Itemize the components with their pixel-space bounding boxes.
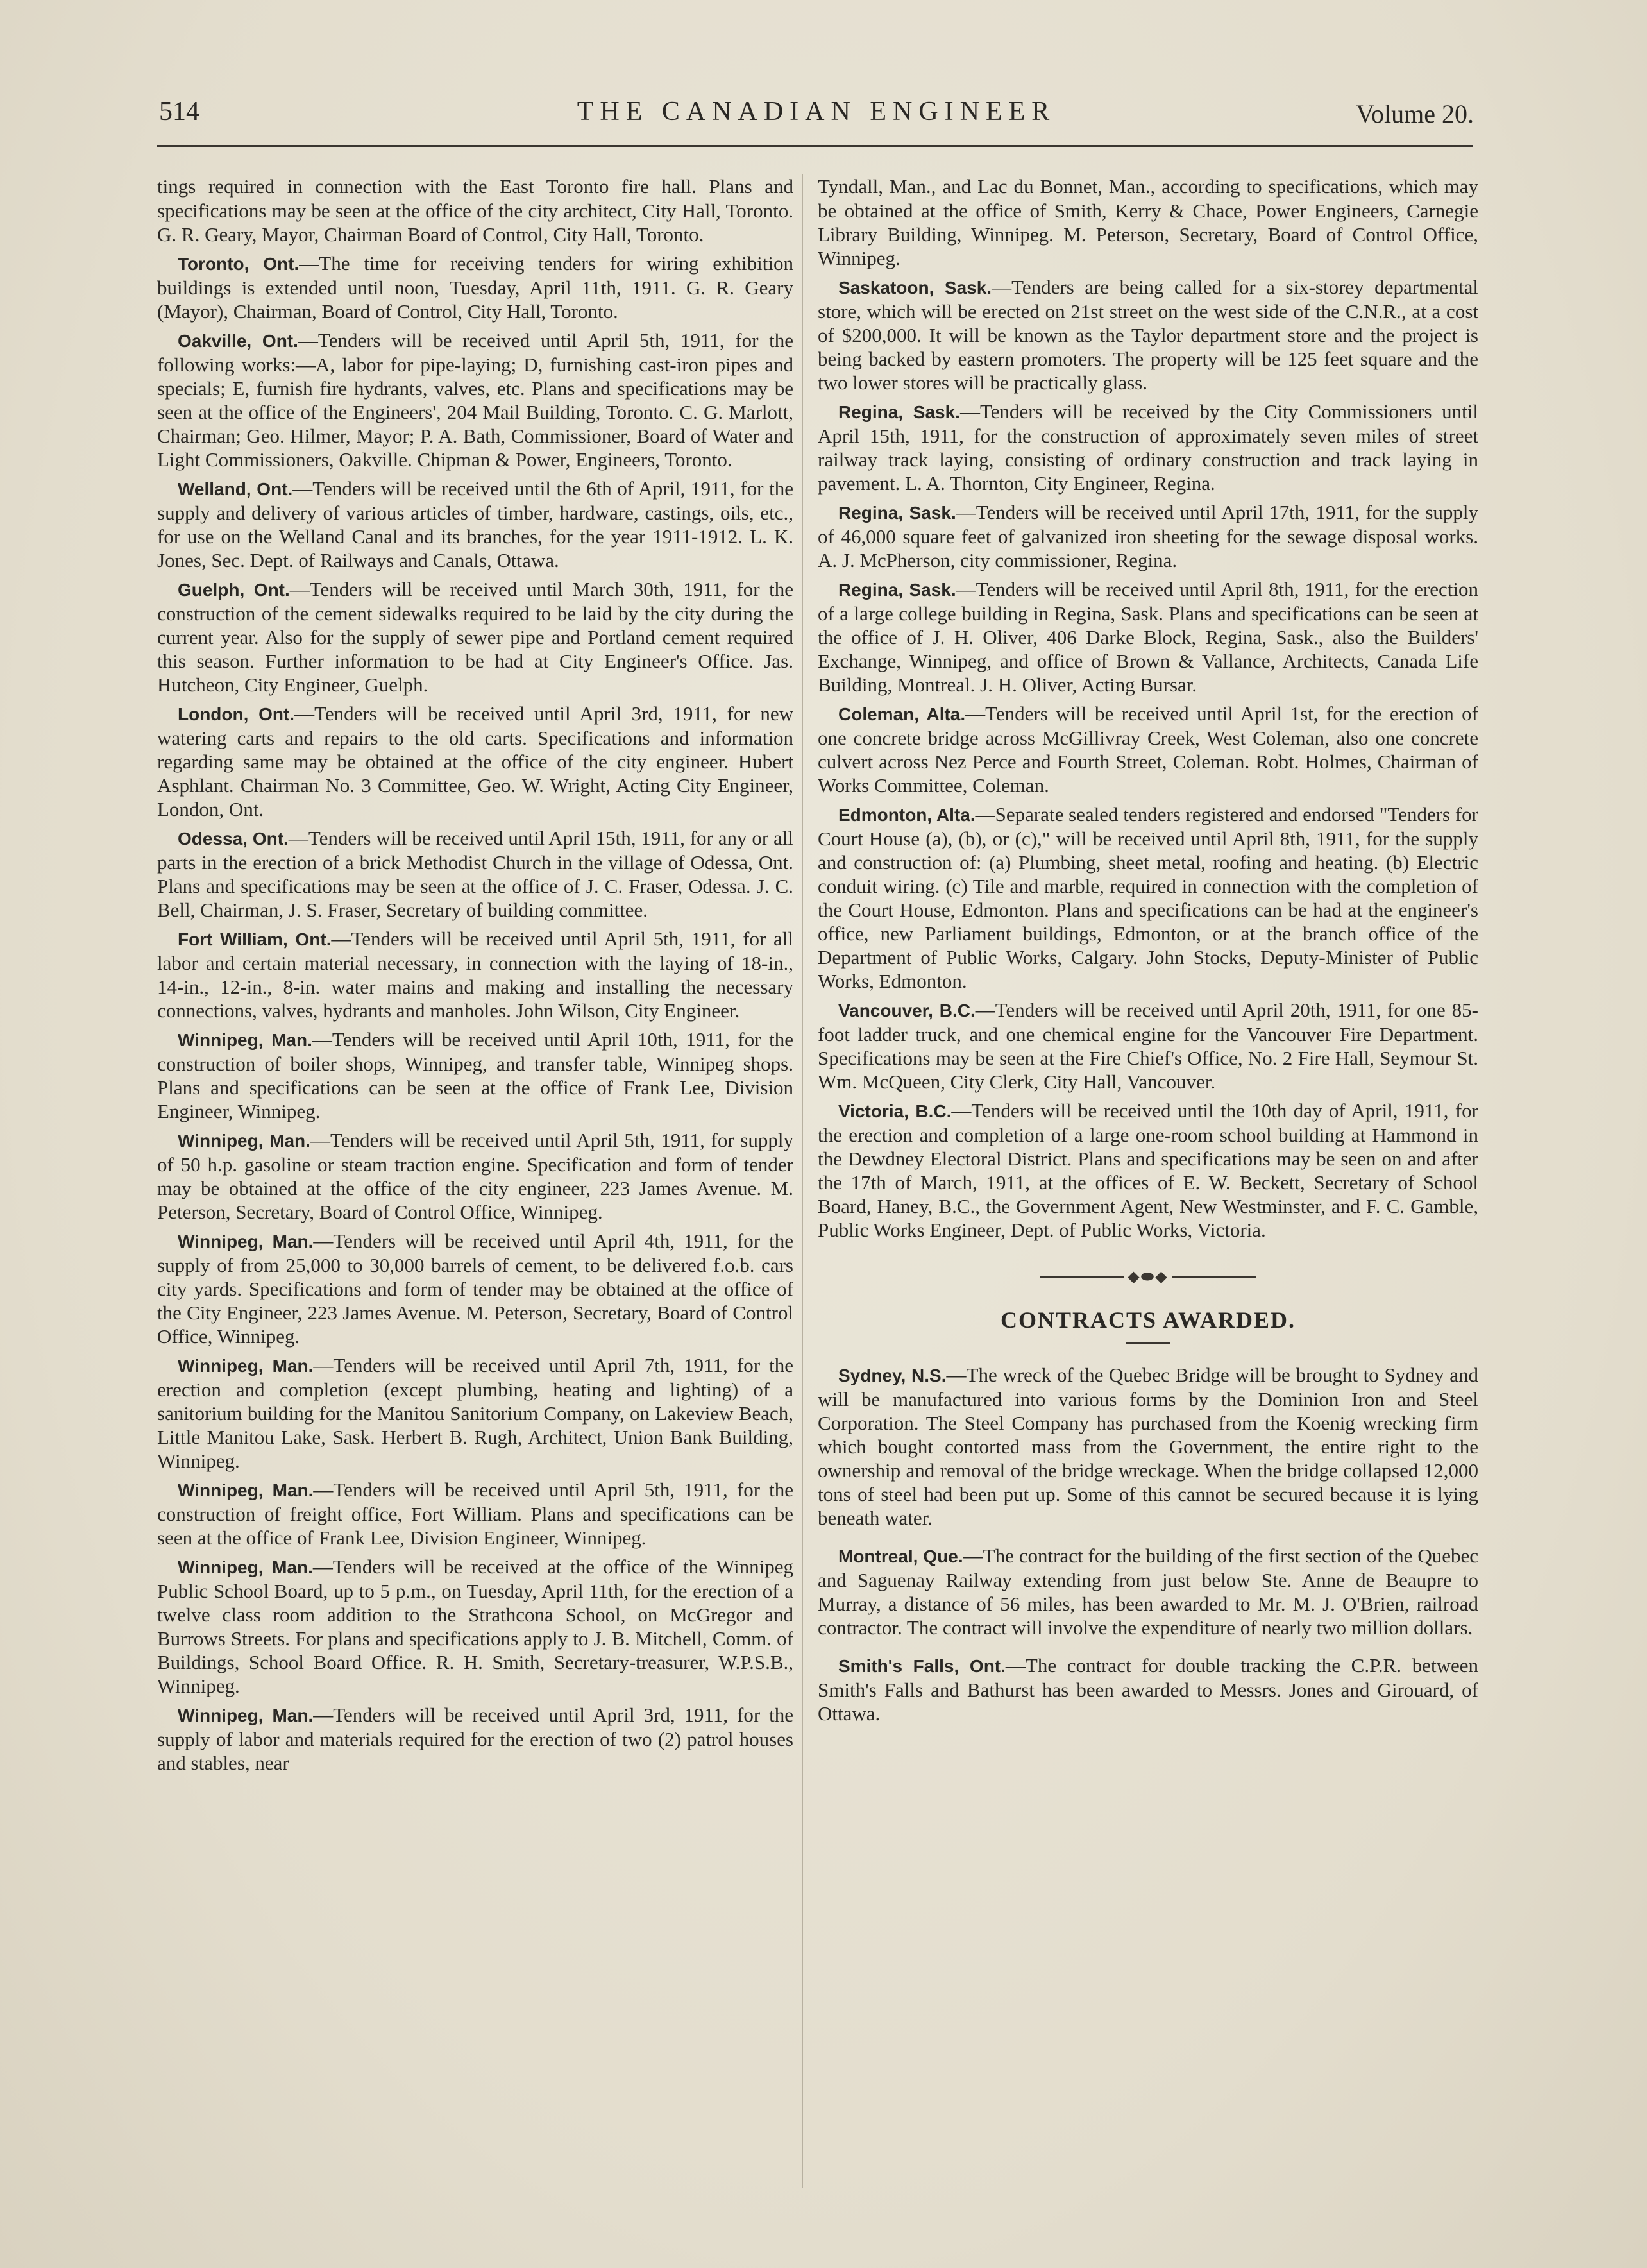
notice-paragraph — [157, 1703, 793, 1775]
contract-paragraph — [818, 1654, 1478, 1725]
contract-paragraph — [818, 1544, 1478, 1639]
notice-paragraph — [157, 477, 793, 572]
ornament-diamond-icon: ◆⬬◆ — [1128, 1268, 1169, 1285]
notice-place: Winnipeg, Man. — [178, 1030, 312, 1050]
notice-text: —Tenders will be received until April 5th, 1911, for the following works:—A, labor for pipe-laying; D, furnishing cast-iron pipes and specials; E, furnish fire hydrants, valves, etc. Plans and specifications may be seen at the office of the Engineers', 204 Mail Building, Toronto. C. G. Marlott, Chairman; Geo. Hilmer, Mayor; P. A. Bath, Commissioner, Board of Water and Light Commissioners, Oakville. Chipman & Power, Engineers, Toronto. — [157, 329, 793, 471]
notice-place: Saskatoon, Sask. — [838, 278, 992, 298]
notice-text: —Tenders will be received until April 3rd, 1911, for the supply of labor and materials required for the erection of two (2) patrol houses and stables, near — [157, 1704, 793, 1774]
contract-text: —The wreck of the Quebec Bridge will be brought to Sydney and will be manufactured into various forms by the Dominion Iron and Steel Corporation. The Steel Company has purchased from the Koenig wrecking firm which bought contorted mass from the Government, the entire right to the ownership and removal of the bridge wreckage. When the bridge collapsed 12,000 tons of steel had been put up. Some of this cannot be secured because it is lying beneath water. — [818, 1363, 1478, 1529]
notice-paragraph — [157, 1028, 793, 1123]
notice-paragraph — [157, 1229, 793, 1348]
notice-place: Winnipeg, Man. — [178, 1231, 314, 1251]
ornament-line — [1172, 1276, 1256, 1278]
notice-text: —Tenders will be received at the office of the Winnipeg Public School Board, up to 5 p.m., on Tuesday, April 11th, for the erection of a twelve class room addition to the Strathcona School, on McGregor and Burrows Streets. For plans and specifications apply to J. B. Mitchell, Comm. of Buildings, School Board Office. R. H. Smith, Secretary-treasurer, W.P.S.B., Winnipeg. — [157, 1555, 793, 1697]
notice-text: —Tenders will be received until April 7th, 1911, for the erection and completion (except plumbing, heating and lighting) of a sanitorium building for the Manitou Sanitorium Company, on Lakeview Beach, Little Manitou Lake, Sask. Herbert B. Rugh, Architect, Union Bank Building, Winnipeg. — [157, 1354, 793, 1472]
notice-place: London, Ont. — [178, 704, 295, 724]
notice-paragraph — [818, 998, 1478, 1094]
notice-place: Toronto, Ont. — [178, 254, 300, 274]
notice-paragraph — [818, 802, 1478, 993]
contract-place: Smith's Falls, Ont. — [838, 1655, 1006, 1676]
notice-paragraph — [157, 174, 793, 246]
notice-place: Winnipeg, Man. — [178, 1557, 313, 1577]
contract-paragraph — [818, 1363, 1478, 1530]
section-title: CONTRACTS AWARDED. — [1000, 1307, 1296, 1333]
ornament-line — [1040, 1276, 1124, 1278]
notice-place: Vancouver, B.C. — [838, 1001, 976, 1020]
notice-place: Coleman, Alta. — [838, 704, 966, 724]
column-divider — [802, 174, 803, 2188]
notice-place: Regina, Sask. — [838, 503, 956, 523]
contract-text: —The contract for the building of the first section of the Quebec and Saguenay Railway extending from just below Ste. Anne de Beaupre to Murray, a distance of 56 miles, has been awarded to Mr. M. J. O'Brien, railroad contractor. The contract will involve the expenditure of nearly two million dollars. — [818, 1544, 1478, 1639]
notice-text: —Tenders are being called for a six-storey departmental store, which will be erected on 21st street on the west side of the C.N.R., at a cost of $200,000. It will be known as the Taylor department store and the project is being backed by eastern promoters. The property will be 125 feet square and the two lower stores will be practically glass. — [818, 276, 1478, 394]
notice-paragraph — [157, 1128, 793, 1224]
volume-label: Volume 20. — [1356, 99, 1474, 128]
notice-place: Winnipeg, Man. — [178, 1131, 310, 1151]
notice-place: Winnipeg, Man. — [178, 1480, 314, 1500]
notice-text: —Tenders will be received until April 15th, 1911, for any or all parts in the erection of a brick Methodist Church in the village of Odessa, Ont. Plans and specifications may be seen at the office of J. C. Fraser, Odessa. J. C. Bell, Chairman, J. S. Fraser, Secretary of building committee. — [157, 827, 793, 921]
notice-text: Tyndall, Man., and Lac du Bonnet, Man., according to specifications, which may be obtained at the office of Smith, Kerry & Chace, Power Engineers, Carnegie Library Building, Winnipeg. M. Peterson, Secretary, Board of Control Office, Winnipeg. — [818, 175, 1478, 269]
notice-paragraph — [157, 251, 793, 323]
page-header — [159, 96, 1474, 141]
notice-paragraph — [157, 328, 793, 471]
notice-paragraph — [818, 275, 1478, 394]
notice-text: —Tenders will be received by the City Commissioners until April 15th, 1911, for the construction of approximately seven miles of street railway track laying, consisting of ordinary construction and track laying in pavement. L. A. Thornton, City Engineer, Regina. — [818, 400, 1478, 495]
notice-text: —Tenders will be received until the 6th of April, 1911, for the supply and delivery of various articles of timber, hardware, castings, oils, etc., for use on the Welland Canal and its branches, for the year 1911-1912. L. K. Jones, Sec. Dept. of Railways and Canals, Ottawa. — [157, 477, 793, 571]
page-number: 514 — [159, 97, 199, 126]
notice-text: —Tenders will be received until April 5th, 1911, for the construction of freight office, Fort William. Plans and specifications can be seen at the office of Frank Lee, Division Engineer, Winnipeg. — [157, 1478, 793, 1549]
notice-text: —Tenders will be received until April 8th, 1911, for the erection of a large college building in Regina, Sask. Plans and specifications can be seen at the office of J. H. Oliver, 406 Darke Block, Regina, Sask., also the Builders' Exchange, Winnipeg, and office of Brown & Vallance, Architects, Canada Life Building, Montreal. J. H. Oliver, Acting Bursar. — [818, 578, 1478, 696]
notice-text: —Separate sealed tenders registered and endorsed "Tenders for Court House (a), (b), or (c)," will be received until April 8th, 1911, for the supply and construction of: (a) Plumbing, sheet metal, roofing and heating. (b) Electric conduit wiring. (c) Tile and marble, required in connection with the completion of the Court House, Edmonton. Plans and specifications can be had at the engineer's office, new Parliament buildings, Edmonton, or at the branch office of the Department of Public Works, Calgary. John Stocks, Deputy-Minister of Public Works, Edmonton. — [818, 803, 1478, 992]
notice-text: —Tenders will be received until April 5th, 1911, for supply of 50 h.p. gasoline or steam traction engine. Specification and form of tender may be obtained at the office of the city engineer, 223 James Avenue. M. Peterson, Secretary, Board of Control Office, Winnipeg. — [157, 1129, 793, 1223]
notice-paragraph — [818, 174, 1478, 270]
contract-place: Montreal, Que. — [838, 1546, 963, 1566]
notice-text: —The time for receiving tenders for wiring exhibition buildings is extended until noon, Tuesday, April 11th, 1911. G. R. Geary (Mayor), Chairman, Board of Control, City Hall, Toronto. — [157, 252, 793, 323]
notice-place: Regina, Sask. — [838, 402, 960, 422]
contract-text: —The contract for double tracking the C.P.R. between Smith's Falls and Bathurst has been awarded to Messrs. Jones and Girouard, of Ottawa. — [818, 1654, 1478, 1725]
notice-paragraph — [157, 1353, 793, 1473]
notice-text: —Tenders will be received until April 4th, 1911, for the supply of from 25,000 to 30,000 barrels of cement, to be delivered f.o.b. cars city yards. Specifications and form of tender may be obtained at the office of the City Engineer, 223 James Avenue. M. Peterson, Secretary, Board of Control Office, Winnipeg. — [157, 1230, 793, 1348]
section-ornament — [818, 1265, 1478, 1289]
notice-text: —Tenders will be received until April 17th, 1911, for the supply of 46,000 square feet of galvanized iron sheeting for the sewage disposal works. A. J. McPherson, city commissioner, Regina. — [818, 501, 1478, 571]
notice-paragraph — [818, 702, 1478, 797]
notice-paragraph — [157, 577, 793, 697]
left-column — [157, 174, 793, 2201]
notice-paragraph — [157, 1478, 793, 1550]
notice-paragraph — [157, 927, 793, 1022]
notice-place: Winnipeg, Man. — [178, 1705, 314, 1725]
notice-place: Regina, Sask. — [838, 580, 956, 600]
notice-paragraph — [157, 1555, 793, 1698]
notice-paragraph — [818, 500, 1478, 572]
notice-text: —Tenders will be received until April 20th, 1911, for one 85-foot ladder truck, and one chemical engine for the Vancouver Fire Department. Specifications may be seen at the Fire Chief's Office, No. 2 Fire Hall, Seymour St. Wm. McQueen, City Clerk, City Hall, Vancouver. — [818, 999, 1478, 1093]
right-column — [818, 174, 1478, 2201]
notice-text: —Tenders will be received until April 1st, for the erection of one concrete bridge across McGillivray Creek, West Coleman, also one concrete culvert across Nez Perce and Fourth Street, Coleman. Robt. Holmes, Chairman of Works Committee, Coleman. — [818, 702, 1478, 797]
notice-paragraph — [157, 826, 793, 922]
header-rule — [157, 145, 1473, 147]
notice-place: Fort William, Ont. — [178, 929, 332, 949]
notice-paragraph — [157, 702, 793, 821]
notice-place: Winnipeg, Man. — [178, 1356, 314, 1376]
notice-place: Odessa, Ont. — [178, 829, 289, 849]
notice-place: Victoria, B.C. — [838, 1101, 952, 1121]
notice-place: Edmonton, Alta. — [838, 805, 976, 825]
section-title-rule — [1126, 1342, 1170, 1344]
notice-text: —Tenders will be received until April 5th, 1911, for all labor and certain material necessary, in connection with the laying of 18-in., 14-in., 12-in., 8-in. water mains and making and installing the necessary connections, valves, hydrants and manholes. John Wilson, City Engineer. — [157, 927, 793, 1022]
notice-text: —Tenders will be received until March 30th, 1911, for the construction of the cement sidewalks required to be laid by the city during the current year. Also for the supply of sewer pipe and Portland cement required this season. Further information to be had at City Engineer's Office. Jas. Hutcheon, City Engineer, Guelph. — [157, 578, 793, 696]
notice-place: Oakville, Ont. — [178, 331, 298, 351]
notice-text: tings required in connection with the East Toronto fire hall. Plans and specifications may be seen at the office of the city architect, City Hall, Toronto. G. R. Geary, Mayor, Chairman Board of Control, City Hall, Toronto. — [157, 175, 793, 246]
contract-place: Sydney, N.S. — [838, 1365, 947, 1385]
notice-text: —Tenders will be received until April 3rd, 1911, for new watering carts and repairs to the old carts. Specifications and information regarding same may be obtained at the office of the city engineer. Hubert Asphlant. Chairman No. 3 Committee, Geo. W. Wright, Acting City Engineer, London, Ont. — [157, 702, 793, 820]
journal-title: THE CANADIAN ENGINEER — [577, 97, 1056, 126]
notice-paragraph — [818, 1099, 1478, 1242]
notice-place: Welland, Ont. — [178, 479, 293, 499]
notice-text: —Tenders will be received until the 10th day of April, 1911, for the erection and completion of a large one-room school building at Hammond in the Dewdney Electoral District. Plans and specifications may be seen on and after the 17th of March, 1911, at the offices of E. W. Beckett, Secretary of School Board, Haney, B.C., the Government Agent, New Westminster, and F. C. Gamble, Public Works Engineer, Dept. of Public Works, Victoria. — [818, 1099, 1478, 1241]
notice-place: Guelph, Ont. — [178, 580, 290, 600]
notice-paragraph — [818, 400, 1478, 495]
notice-text: —Tenders will be received until April 10th, 1911, for the construction of boiler shops, Winnipeg, and transfer table, Winnipeg shops. Plans and specifications can be seen at the office of Frank Lee, Division Engineer, Winnipeg. — [157, 1028, 793, 1122]
notice-paragraph — [818, 577, 1478, 697]
